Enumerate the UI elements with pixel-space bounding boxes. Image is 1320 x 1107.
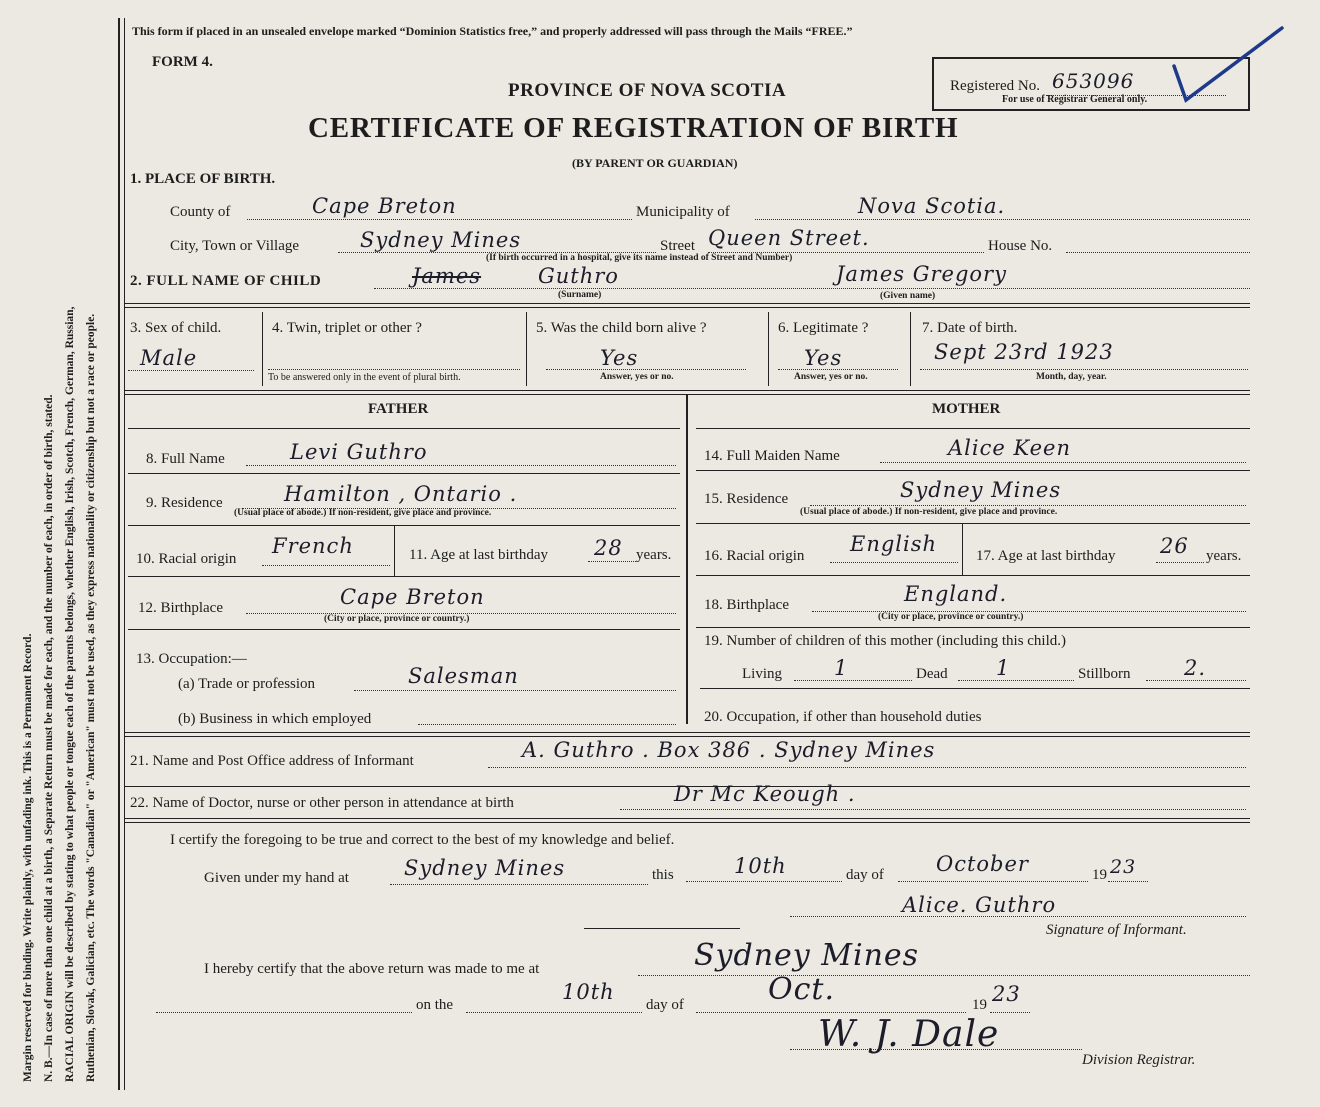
mail-note: This form if placed in an unsealed envelope marked “Dominion Statistics free,” and properly addressed will pass through the Mails “FREE.” [132, 24, 853, 38]
registrar-month-value: Oct. [768, 972, 835, 1007]
street-label: Street [660, 238, 695, 254]
stillborn-value: 2. [1184, 656, 1207, 680]
informant-signature-label: Signature of Informant. [1046, 922, 1187, 938]
father-age-label: 11. Age at last birthday [409, 547, 548, 563]
informant-label: 21. Name and Post Office address of Informant [130, 753, 414, 769]
dob-value: Sept 23rd 1923 [934, 340, 1114, 364]
mother-age-unit: years. [1206, 548, 1242, 564]
father-birthplace-value: Cape Breton [340, 585, 485, 609]
registrar-note: For use of Registrar General only. [1002, 94, 1148, 105]
occupation-label: 13. Occupation:— [136, 651, 247, 667]
house-label: House No. [988, 238, 1053, 254]
father-residence-label: 9. Residence [146, 495, 223, 511]
father-race-value: French [272, 534, 354, 558]
margin-note: Margin reserved for binding. Write plainly, with unfading ink. This is a Permanent Record. [22, 633, 34, 1082]
father-name-value: Levi Guthro [290, 440, 428, 464]
certify-text: I certify the foregoing to be true and correct to the best of my knowledge and belief. [170, 832, 675, 848]
page-subtitle: (BY PARENT OR GUARDIAN) [572, 156, 738, 170]
mother-race-value: English [850, 532, 938, 556]
left-frame-inner [124, 18, 125, 1090]
child-surname: Guthro [538, 264, 619, 288]
registered-label: Registered No. [950, 78, 1040, 94]
given-place-value: Sydney Mines [404, 856, 566, 880]
mother-heading: MOTHER [932, 401, 1001, 417]
mother-age-label: 17. Age at last birthday [976, 548, 1116, 564]
stillborn-label: Stillborn [1078, 666, 1131, 682]
registrar-certify-text: I hereby certify that the above return was made to me at [204, 961, 540, 977]
mother-residence-label: 15. Residence [704, 491, 789, 507]
certify-year-prefix: 19 [1092, 867, 1107, 883]
living-value: 1 [834, 656, 849, 680]
check-mark-icon [1170, 22, 1290, 106]
this-label: this [652, 867, 674, 883]
street-value: Queen Street. [708, 226, 870, 250]
mother-name-label: 14. Full Maiden Name [704, 448, 840, 464]
form-number: FORM 4. [152, 54, 213, 70]
father-race-label: 10. Racial origin [136, 551, 237, 567]
margin-notes [18, 82, 102, 1082]
certify-day-value: 10th [734, 854, 787, 878]
legitimate-value: Yes [804, 346, 843, 370]
living-label: Living [742, 666, 782, 682]
registrar-place-value: Sydney Mines [694, 938, 920, 973]
alive-label: 5. Was the child born alive ? [536, 320, 707, 336]
mother-residence-value: Sydney Mines [900, 478, 1062, 502]
given-name-caption: (Given name) [880, 291, 936, 301]
mother-residence-note: (Usual place of abode.) If non-resident, give place and province. [800, 507, 1058, 517]
margin-note: RACIAL ORIGIN will be described by stating to what people or tongue each of the parents belongs, whether English, Irish, Scotch, French, German, Russian, [64, 306, 76, 1082]
twin-label: 4. Twin, triplet or other ? [272, 320, 422, 336]
doctor-value: Dr Mc Keough . [674, 782, 856, 806]
day-of-label: day of [846, 867, 884, 883]
mother-age-value: 26 [1160, 534, 1189, 558]
legitimate-label: 6. Legitimate ? [778, 320, 869, 336]
certify-month-value: October [936, 852, 1029, 876]
trade-label: (a) Trade or profession [178, 676, 316, 692]
father-heading: FATHER [368, 401, 429, 417]
father-birthplace-label: 12. Birthplace [138, 600, 223, 616]
child-given-name: James Gregory [836, 262, 1007, 286]
dob-note: Month, day, year. [1036, 372, 1107, 382]
father-age-value: 28 [594, 536, 623, 560]
registrar-year-prefix: 19 [972, 997, 987, 1013]
hospital-note: (If birth occurred in a hospital, give its name instead of Street and Number) [486, 253, 793, 263]
registrar-day-of-label: day of [646, 997, 684, 1013]
city-value: Sydney Mines [360, 228, 522, 252]
child-name-label: 2. FULL NAME OF CHILD [130, 273, 322, 289]
left-frame-line [118, 18, 120, 1090]
dead-label: Dead [916, 666, 948, 682]
business-label: (b) Business in which employed [178, 711, 372, 727]
mother-birthplace-label: 18. Birthplace [704, 597, 789, 613]
county-value: Cape Breton [312, 194, 457, 218]
father-residence-value: Hamilton , Ontario . [284, 482, 518, 506]
dob-label: 7. Date of birth. [922, 320, 1018, 336]
registrar-year-value: 23 [992, 982, 1021, 1006]
dead-value: 1 [996, 656, 1011, 680]
alive-note: Answer, yes or no. [600, 372, 674, 382]
place-of-birth-heading: 1. PLACE OF BIRTH. [130, 171, 276, 187]
sex-label: 3. Sex of child. [130, 320, 222, 336]
children-count-label: 19. Number of children of this mother (including this child.) [704, 633, 1067, 649]
registered-value: 653096 [1052, 69, 1135, 93]
informant-signature: Alice. Guthro [902, 893, 1057, 917]
given-under-label: Given under my hand at [204, 870, 349, 886]
registrar-day-value: 10th [562, 980, 615, 1004]
alive-value: Yes [600, 346, 639, 370]
page-title: CERTIFICATE OF REGISTRATION OF BIRTH [308, 112, 959, 144]
father-birthplace-note: (City or place, province or country.) [324, 614, 470, 624]
twin-note: To be answered only in the event of plural birth. [268, 372, 461, 383]
municipality-value: Nova Scotia. [858, 194, 1006, 218]
sex-value: Male [140, 346, 198, 370]
city-label: City, Town or Village [170, 238, 300, 254]
division-registrar-label: Division Registrar. [1082, 1052, 1196, 1068]
margin-note: N. B.—In case of more than one child at a birth, a Separate Return must be made for each, and the number of each, in order of birth, stated. [43, 394, 55, 1082]
father-residence-note: (Usual place of abode.) If non-resident, give place and province. [234, 508, 492, 518]
legitimate-note: Answer, yes or no. [794, 372, 868, 382]
doctor-label: 22. Name of Doctor, nurse or other person in attendance at birth [130, 795, 514, 811]
certify-year-value: 23 [1110, 856, 1137, 878]
county-label: County of [170, 204, 231, 220]
municipality-label: Municipality of [636, 204, 730, 220]
father-name-label: 8. Full Name [146, 451, 225, 467]
mother-birthplace-note: (City or place, province or country.) [878, 612, 1024, 622]
informant-value: A. Guthro . Box 386 . Sydney Mines [522, 738, 936, 762]
surname-caption: (Surname) [558, 290, 602, 300]
mother-occupation-label: 20. Occupation, if other than household duties [704, 709, 982, 725]
margin-note: Ruthenian, Slovak, Galician, etc. The words "Canadian" or "American" must not be used, as they express nationality or citizenship but not a race or people. [85, 313, 97, 1082]
on-the-label: on the [416, 997, 454, 1013]
trade-value: Salesman [408, 664, 519, 688]
registrar-signature: W. J. Dale [818, 1014, 1000, 1055]
mother-birthplace-value: England. [904, 582, 1008, 606]
mother-race-label: 16. Racial origin [704, 548, 805, 564]
mother-name-value: Alice Keen [948, 436, 1071, 460]
province-heading: PROVINCE OF NOVA SCOTIA [508, 80, 787, 101]
child-struck-name: James [412, 264, 482, 288]
father-age-unit: years. [636, 547, 672, 563]
